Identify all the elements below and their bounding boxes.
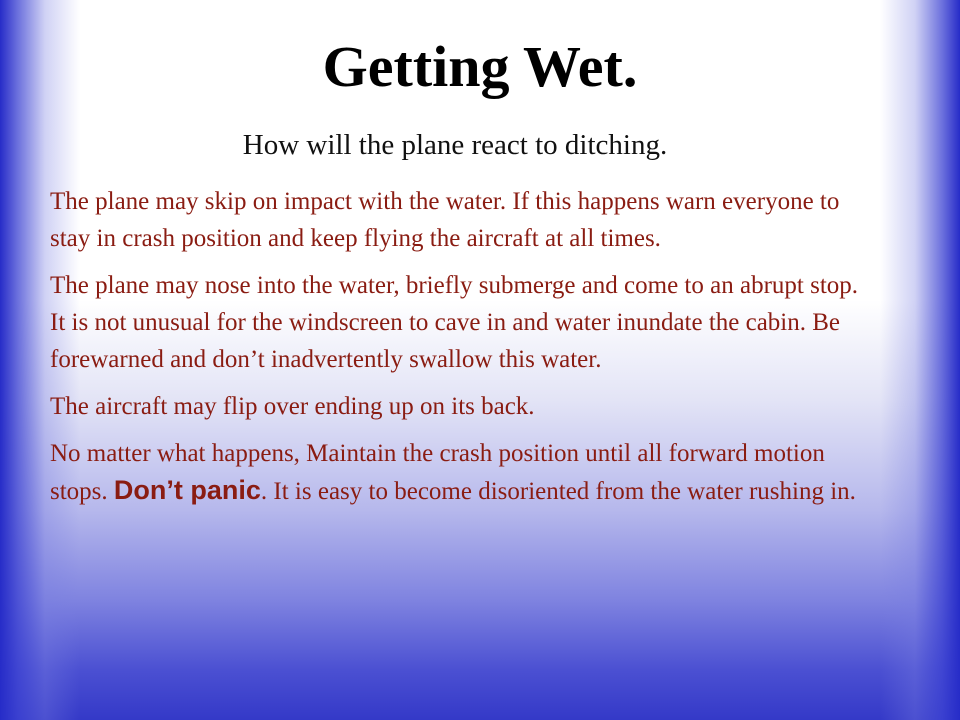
paragraph-skip: The plane may skip on impact with the water. If this happens warn everyone to stay in crash position and keep flying the aircraft at all times. [50, 188, 840, 252]
slide-subtitle: How will the plane react to ditching. [242, 129, 668, 161]
paragraph-dont-panic-start: No matter what happens, Maintain the crash position until all forward motion stops. [50, 440, 825, 505]
dont-panic-emphasis: Don’t panic [113, 475, 261, 505]
slide-title: Getting Wet. [322, 34, 638, 99]
paragraph-flip: The aircraft may flip over ending up on its back. [50, 393, 535, 420]
slide-body [50, 183, 870, 520]
paragraph-dont-panic-end: . It is easy to become disoriented from the water rushing in. [260, 478, 856, 505]
paragraph-dont-panic [50, 435, 870, 510]
paragraph-nose-in: The plane may nose into the water, briefly submerge and come to an abrupt stop. It is not unusual for the windscreen to cave in and water inundate the cabin. Be forewarned and don’t inadvertently swallow this water. [50, 272, 859, 373]
